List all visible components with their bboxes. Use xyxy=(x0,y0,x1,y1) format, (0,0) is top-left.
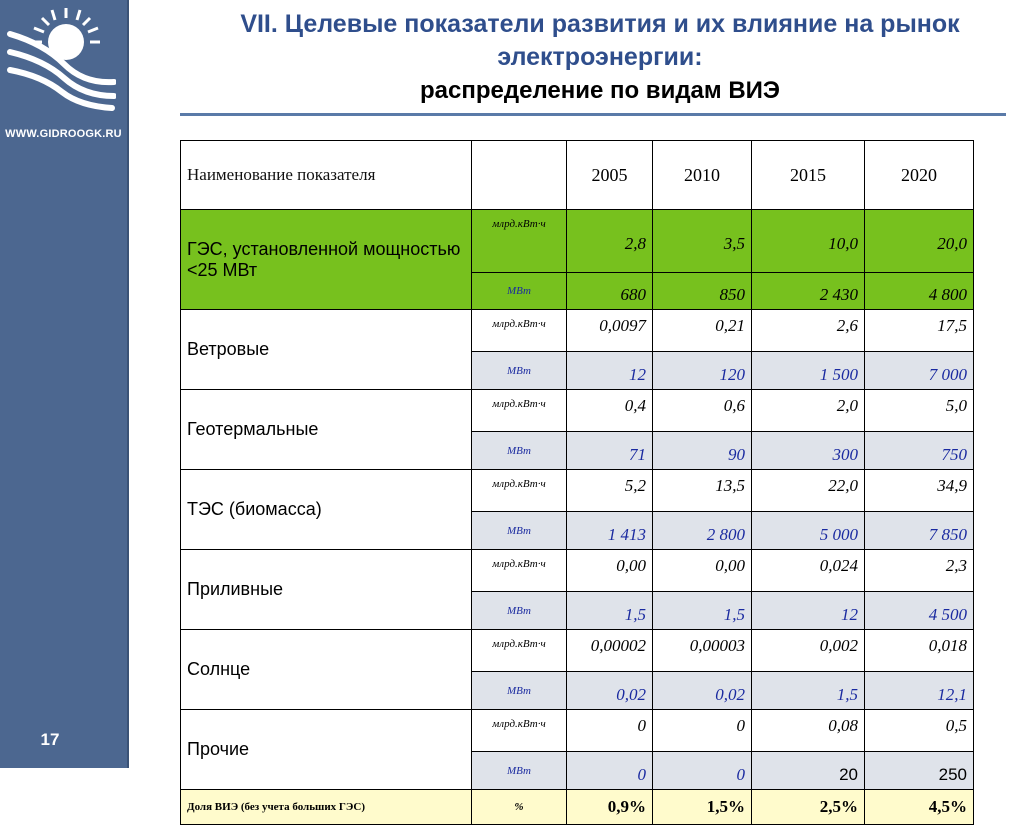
sidebar xyxy=(0,0,127,768)
header-year: 2010 xyxy=(653,141,752,210)
total-value: 4,5% xyxy=(865,790,974,825)
value-cell: 0 xyxy=(567,710,653,752)
page-title xyxy=(195,8,1005,107)
value-cell: 2,6 xyxy=(752,310,865,352)
title-subtitle: распределение по видам ВИЭ xyxy=(420,77,780,104)
value-cell: 0,4 xyxy=(567,390,653,432)
value-cell: 0 xyxy=(653,710,752,752)
header-year: 2020 xyxy=(865,141,974,210)
table-row xyxy=(181,310,974,352)
company-logo-icon xyxy=(4,4,116,112)
value-cell: 90 xyxy=(653,432,752,470)
value-cell: 0,00 xyxy=(653,550,752,592)
value-cell: 5,0 xyxy=(865,390,974,432)
value-cell: 5 000 xyxy=(752,512,865,550)
value-cell: 20 xyxy=(752,752,865,790)
unit-energy: млрд.кВт·ч xyxy=(472,710,567,752)
value-cell: 12 xyxy=(567,352,653,390)
value-cell: 2 800 xyxy=(653,512,752,550)
unit-power: МВт xyxy=(472,352,567,390)
total-label: Доля ВИЭ (без учета больших ГЭС) xyxy=(181,790,472,825)
value-cell: 0,018 xyxy=(865,630,974,672)
value-cell: 120 xyxy=(653,352,752,390)
value-cell: 250 xyxy=(865,752,974,790)
header-year: 2005 xyxy=(567,141,653,210)
unit-power: МВт xyxy=(472,512,567,550)
value-cell: 0,00002 xyxy=(567,630,653,672)
value-cell: 0,00003 xyxy=(653,630,752,672)
value-cell: 0,0097 xyxy=(567,310,653,352)
unit-power: МВт xyxy=(472,273,567,310)
value-cell: 750 xyxy=(865,432,974,470)
value-cell: 13,5 xyxy=(653,470,752,512)
unit-power: МВт xyxy=(472,672,567,710)
value-cell: 34,9 xyxy=(865,470,974,512)
value-cell: 2,3 xyxy=(865,550,974,592)
value-cell: 20,0 xyxy=(865,210,974,273)
table-row xyxy=(181,710,974,752)
value-cell: 1 413 xyxy=(567,512,653,550)
site-url: WWW.GIDROOGK.RU xyxy=(5,128,122,140)
value-cell: 10,0 xyxy=(752,210,865,273)
value-cell: 1 500 xyxy=(752,352,865,390)
value-cell: 0,024 xyxy=(752,550,865,592)
unit-energy: млрд.кВт·ч xyxy=(472,630,567,672)
unit-energy: млрд.кВт·ч xyxy=(472,470,567,512)
value-cell: 3,5 xyxy=(653,210,752,273)
total-row xyxy=(181,790,974,825)
value-cell: 0,21 xyxy=(653,310,752,352)
header-name: Наименование показателя xyxy=(181,141,472,210)
total-unit: % xyxy=(472,790,567,825)
unit-energy: млрд.кВт·ч xyxy=(472,550,567,592)
indicators-table xyxy=(180,140,974,825)
value-cell: 17,5 xyxy=(865,310,974,352)
unit-power: МВт xyxy=(472,592,567,630)
page-number: 17 xyxy=(40,730,60,749)
row-label: Приливные xyxy=(181,550,472,630)
value-cell: 22,0 xyxy=(752,470,865,512)
value-cell: 0,08 xyxy=(752,710,865,752)
unit-power: МВт xyxy=(472,432,567,470)
title-line-1: VII. Целевые показатели развития и их влияние на рынок электроэнергии: xyxy=(240,10,960,71)
value-cell: 2,8 xyxy=(567,210,653,273)
value-cell: 1,5 xyxy=(752,672,865,710)
total-value: 0,9% xyxy=(567,790,653,825)
value-cell: 4 800 xyxy=(865,273,974,310)
value-cell: 12 xyxy=(752,592,865,630)
row-label: ГЭС, установленной мощностью <25 МВт xyxy=(181,210,472,310)
title-divider xyxy=(180,113,1006,116)
value-cell: 5,2 xyxy=(567,470,653,512)
value-cell: 0 xyxy=(653,752,752,790)
row-label: Прочие xyxy=(181,710,472,790)
unit-energy: млрд.кВт·ч xyxy=(472,210,567,273)
value-cell: 0,00 xyxy=(567,550,653,592)
row-label: ТЭС (биомасса) xyxy=(181,470,472,550)
unit-power: МВт xyxy=(472,752,567,790)
table-row xyxy=(181,470,974,512)
table-row xyxy=(181,550,974,592)
total-value: 2,5% xyxy=(752,790,865,825)
value-cell: 300 xyxy=(752,432,865,470)
table-header-row xyxy=(181,141,974,210)
value-cell: 850 xyxy=(653,273,752,310)
table-row xyxy=(181,210,974,273)
value-cell: 0,002 xyxy=(752,630,865,672)
value-cell: 0,02 xyxy=(567,672,653,710)
value-cell: 12,1 xyxy=(865,672,974,710)
table-row xyxy=(181,630,974,672)
header-unit xyxy=(472,141,567,210)
value-cell: 0 xyxy=(567,752,653,790)
total-value: 1,5% xyxy=(653,790,752,825)
header-year: 2015 xyxy=(752,141,865,210)
value-cell: 4 500 xyxy=(865,592,974,630)
value-cell: 0,6 xyxy=(653,390,752,432)
row-label: Геотермальные xyxy=(181,390,472,470)
value-cell: 2,0 xyxy=(752,390,865,432)
row-label: Солнце xyxy=(181,630,472,710)
value-cell: 7 000 xyxy=(865,352,974,390)
value-cell: 1,5 xyxy=(653,592,752,630)
value-cell: 2 430 xyxy=(752,273,865,310)
value-cell: 0,5 xyxy=(865,710,974,752)
value-cell: 7 850 xyxy=(865,512,974,550)
value-cell: 680 xyxy=(567,273,653,310)
table-row xyxy=(181,390,974,432)
value-cell: 71 xyxy=(567,432,653,470)
row-label: Ветровые xyxy=(181,310,472,390)
value-cell: 1,5 xyxy=(567,592,653,630)
unit-energy: млрд.кВт·ч xyxy=(472,310,567,352)
value-cell: 0,02 xyxy=(653,672,752,710)
sidebar-edge xyxy=(127,0,129,768)
unit-energy: млрд.кВт·ч xyxy=(472,390,567,432)
